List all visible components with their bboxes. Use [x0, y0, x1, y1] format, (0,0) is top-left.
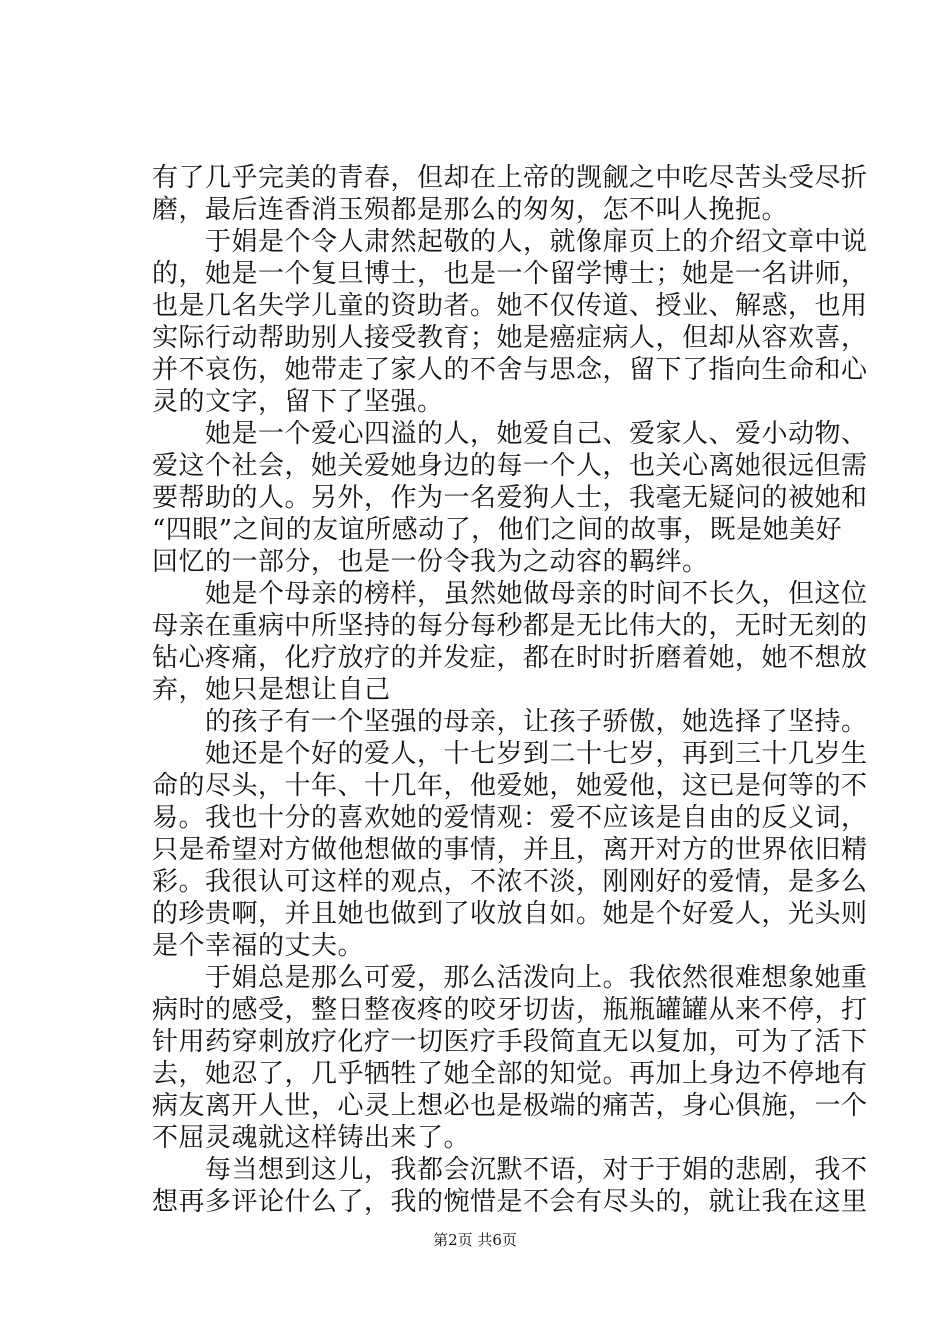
text-line: 有了几乎完美的青春，但却在上帝的觊觎之中吃尽苦头受尽折: [152, 163, 868, 193]
text-line: 她是一个爱心四溢的人，她爱自己、爱家人、爱小动物、: [152, 419, 868, 449]
text-line: 母亲在重病中所坚持的每分每秒都是无比伟大的，无时无刻的: [152, 611, 868, 641]
body-text: [152, 162, 868, 1218]
text-line: 每当想到这儿，我都会沉默不语，对于于娟的悲剧，我不: [152, 1155, 868, 1185]
text-line: 不屈灵魂就这样铸出来了。: [152, 1123, 471, 1153]
text-line: 针用药穿刺放疗化疗一切医疗手段简直无以复加，可为了活下: [152, 1027, 868, 1057]
text-line: 要帮助的人。另外，作为一名爱狗人士，我毫无疑问的被她和: [152, 483, 868, 513]
text-line: 灵的文字，留下了坚强。: [152, 387, 444, 417]
text-line: 弃，她只是想让自己: [152, 675, 391, 705]
text-line: 的孩子有一个坚强的母亲，让孩子骄傲，她选择了坚持。: [152, 707, 868, 737]
text-line: “四眼”之间的友谊所感动了，他们之间的故事，既是她美好: [152, 515, 843, 545]
text-line: 实际行动帮助别人接受教育；她是癌症病人，但却从容欢喜，: [152, 323, 868, 353]
text-line: 的，她是一个复旦博士，也是一个留学博士；她是一名讲师，: [152, 259, 868, 289]
text-line: 并不哀伤，她带走了家人的不舍与思念，留下了指向生命和心: [152, 355, 868, 385]
text-line: 她还是个好的爱人，十七岁到二十七岁，再到三十几岁生: [152, 739, 868, 769]
text-line: 于娟是个令人肃然起敬的人，就像扉页上的介绍文章中说: [152, 227, 868, 257]
text-line: 病友离开人世，心灵上想必也是极端的痛苦，身心俱施，一个: [152, 1091, 868, 1121]
text-line: 去，她忍了，几乎牺牲了她全部的知觉。再加上身边不停地有: [152, 1059, 868, 1089]
text-line: 回忆的一部分，也是一份令我为之动容的羁绊。: [152, 547, 709, 577]
text-line: 的珍贵啊，并且她也做到了收放自如。她是个好爱人，光头则: [152, 899, 868, 929]
text-line: 只是希望对方做他想做的事情，并且，离开对方的世界依旧精: [152, 835, 868, 865]
text-line: 钻心疼痛，化疗放疗的并发症，都在时时折磨着她，她不想放: [152, 643, 868, 673]
text-line: 她是个母亲的榜样，虽然她做母亲的时间不长久，但这位: [152, 579, 868, 609]
text-line: 于娟总是那么可爱，那么活泼向上。我依然很难想象她重: [152, 963, 868, 993]
text-line: 彩。我很认可这样的观点，不浓不淡，刚刚好的爱情，是多么: [152, 867, 868, 897]
text-line: 是个幸福的丈夫。: [152, 931, 365, 961]
text-line: 病时的感受，整日整夜疼的咬牙切齿，瓶瓶罐罐从来不停，打: [152, 995, 868, 1025]
text-line: 想再多评论什么了，我的惋惜是不会有尽头的，就让我在这里: [152, 1187, 868, 1217]
text-line: 也是几名失学儿童的资助者。她不仅传道、授业、解惑，也用: [152, 291, 868, 321]
text-line: 爱这个社会，她关爱她身边的每一个人，也关心离她很远但需: [152, 451, 868, 481]
page-number: 第2页 共6页: [433, 1231, 517, 1249]
text-line: 易。我也十分的喜欢她的爱情观：爱不应该是自由的反义词，: [152, 803, 868, 833]
text-line: 命的尽头，十年、十几年，他爱她，她爱他，这已是何等的不: [152, 771, 868, 801]
text-line: 磨，最后连香消玉殒都是那么的匆匆，怎不叫人挽扼。: [152, 195, 789, 225]
